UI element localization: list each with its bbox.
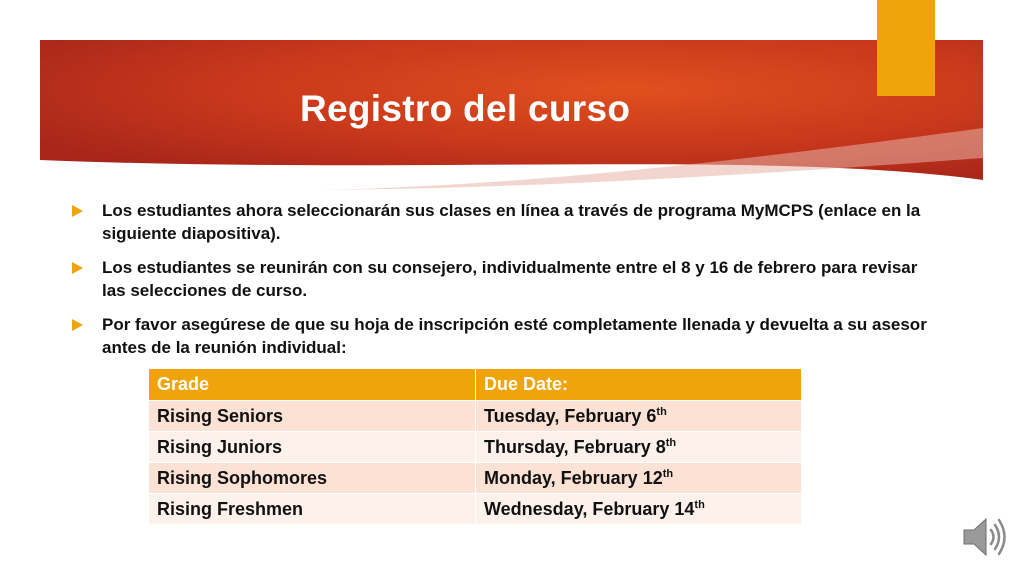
due-date-cell: Monday, February 12th xyxy=(476,463,802,494)
table-row xyxy=(149,432,802,463)
speaker-icon[interactable] xyxy=(960,512,1010,562)
due-date-table xyxy=(148,368,802,525)
bullet-item xyxy=(72,256,932,302)
bullet-text: Los estudiantes se reunirán con su consejero, individualmente entre el 8 y 16 de febrero para revisar las selecciones de curso. xyxy=(102,258,918,300)
column-header-grade: Grade xyxy=(149,369,476,401)
triangle-bullet-icon xyxy=(72,205,83,217)
slide-title: Registro del curso xyxy=(300,88,631,129)
triangle-bullet-icon xyxy=(72,262,83,274)
grade-cell: Rising Seniors xyxy=(149,401,476,432)
bullet-item xyxy=(72,199,932,245)
grade-cell: Rising Juniors xyxy=(149,432,476,463)
bullet-list xyxy=(72,199,932,370)
table-header-row xyxy=(149,369,802,401)
due-date-cell: Wednesday, February 14th xyxy=(476,494,802,525)
bullet-text: Los estudiantes ahora seleccionarán sus clases en línea a través de programa MyMCPS (enlace en la siguiente diapositiva). xyxy=(102,201,921,243)
due-date-cell: Thursday, February 8th xyxy=(476,432,802,463)
triangle-bullet-icon xyxy=(72,319,83,331)
grade-cell: Rising Freshmen xyxy=(149,494,476,525)
table-row xyxy=(149,401,802,432)
bullet-item xyxy=(72,313,932,359)
bullet-text: Por favor asegúrese de que su hoja de inscripción esté completamente llenada y devuelta a su asesor antes de la reunión individual: xyxy=(102,315,927,357)
column-header-due-date: Due Date: xyxy=(476,369,802,401)
table-row xyxy=(149,494,802,525)
due-date-cell: Tuesday, February 6th xyxy=(476,401,802,432)
grade-cell: Rising Sophomores xyxy=(149,463,476,494)
table-row xyxy=(149,463,802,494)
accent-tab xyxy=(877,0,935,96)
